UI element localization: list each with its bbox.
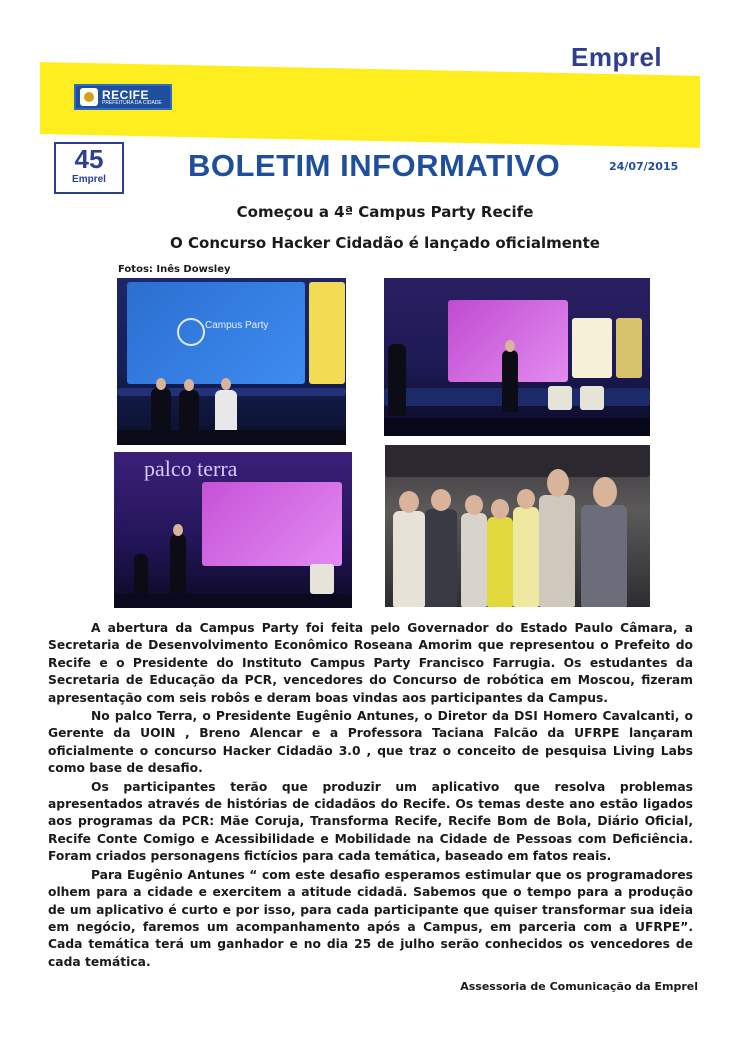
photo-stage-speaker: [384, 278, 650, 436]
city-logo: [74, 84, 172, 110]
signature: Assessoria de Comunicação da Emprel: [460, 980, 698, 993]
photo-terra-stage: [114, 452, 352, 608]
article-paragraph: Os participantes terão que produzir um aplicativo que resolva problemas apresentados através de histórias de cidadãos do Recife. Os temas deste ano estão ligados aos programas da PCR: Mãe Coruja, Transforma Recife, Recife Bom de Bola, Diário Oficial, Recife Conte Comigo e Acessibilidade e Mobilidade na Cidade de Pessoas com Deficiência. Foram criados personagens fictícios para cada temática, baseado em fatos reais.: [48, 779, 693, 864]
anniversary-number: 45: [74, 144, 104, 174]
article-paragraph: A abertura da Campus Party foi feita pelo Governador do Estado Paulo Câmara, a Secretaria de Desenvolvimento Econômico Roseana Amorim que representou o Prefeito do Recife e o Presidente do Instituto Campus Party Francisco Farrugia. Os estudantes da Secretaria de Educação da PCR, vencedores do Concurso de robótica em Moscou, fizeram apresentação com seis robôs e deram boas vindas aos participantes da Campus.: [48, 621, 693, 705]
anniversary-label: Emprel: [72, 174, 106, 185]
headline-secondary: O Concurso Hacker Cidadão é lançado oficialmente: [170, 234, 600, 252]
issue-date: 24/07/2015: [609, 160, 679, 173]
anniversary-logo: [54, 142, 124, 194]
headline-primary: Começou a 4ª Campus Party Recife: [236, 203, 534, 221]
photo-screen-text: Campus Party: [205, 320, 269, 331]
city-crest-icon: [80, 88, 98, 106]
photo-opening-panel: [117, 278, 346, 445]
article-body: [48, 620, 693, 972]
city-logo-subtext: PREFEITURA DA CIDADE: [102, 99, 162, 106]
page-title: BOLETIM INFORMATIVO: [188, 148, 561, 183]
article-paragraph: No palco Terra, o Presidente Eugênio Antunes, o Diretor da DSI Homero Cavalcanti, o Gerente da UOIN , Breno Alencar e a Professora Taciana Falcão da UFRPE lançaram oficialmente o concurso Hacker Cidadão 3.0 , que traz o conceito de pesquisa Living Labs como base de desafio.: [48, 709, 693, 776]
brand-logo-top: Emprel: [571, 42, 663, 72]
photo-credit: Fotos: Inês Dowsley: [118, 264, 231, 275]
article-paragraph: Para Eugênio Antunes “ com este desafio esperamos estimular que os programadores olhem para a cidade e exercitem a atitude cidadã. Sabemos que o tempo para a produção de um aplicativo é curto e por isso, para cada participante que quiser transformar sua ideia em negócio, faremos um acompanhamento após a Campus, em parceria com a UFRPE”. Cada temática terá um ganhador e no dia 25 de julho serão conhecidos os vencedores de cada temática.: [48, 867, 693, 969]
photo-stage-text: palco terra: [144, 456, 238, 481]
city-logo-text: RECIFE: [102, 87, 150, 102]
photo-group: [385, 445, 650, 607]
